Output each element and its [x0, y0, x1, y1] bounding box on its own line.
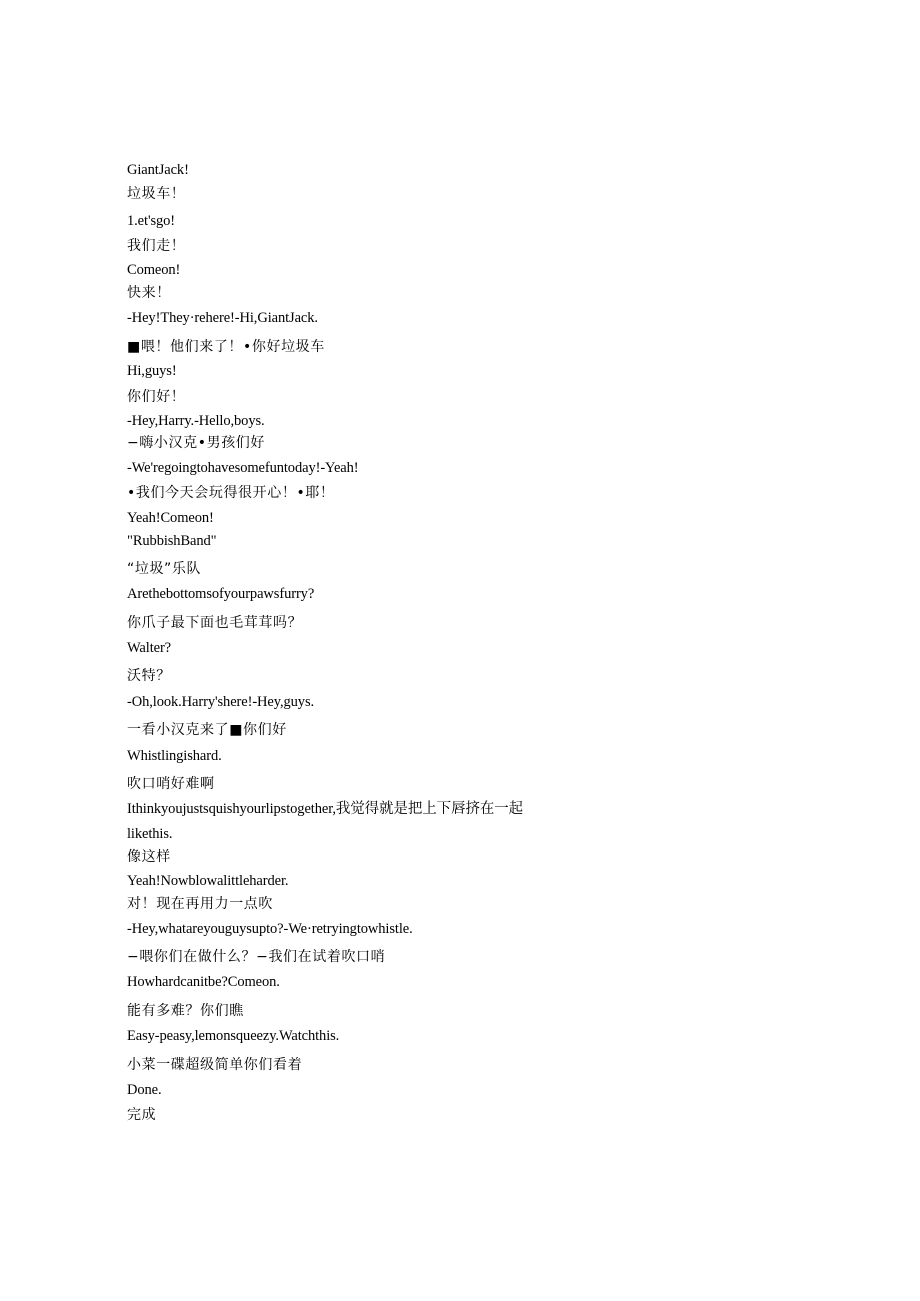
subtitle-line-zh: 对！现在再用力一点吹: [127, 896, 273, 912]
subtitle-line-en: Walter?: [127, 640, 172, 656]
subtitle-line-en: Comeon!: [127, 262, 181, 278]
subtitle-line-en: Done.: [127, 1082, 162, 1098]
subtitle-line-en: -Oh,look.Harry'shere!-Hey,guys.: [127, 694, 315, 710]
subtitle-line-en: -Hey,Harry.-Hello,boys.: [127, 413, 265, 429]
subtitle-line-en: 1.et'sgo!: [127, 213, 176, 229]
subtitle-line-zh: •我们今天会玩得很开心！•耶！: [127, 485, 335, 501]
subtitle-line-en: -We'regoingtohavesomefuntoday!-Yeah!: [127, 460, 359, 476]
subtitle-line-en: -Hey!They·rehere!-Hi,GiantJack.: [127, 310, 318, 326]
subtitle-line-zh: 像这样: [127, 849, 171, 865]
subtitle-line-zh: 你爪子最下面也毛茸茸吗？: [127, 615, 303, 631]
subtitle-line-en: -Hey,whatareyouguysupto?-We·retryingtowhistle.: [127, 921, 413, 937]
subtitle-line-mixed: Ithinkyoujustsquishyourlipstogether,我觉得就是把上下唇挤在一起: [127, 801, 524, 817]
subtitle-line-zh: −喂你们在做什么？−我们在试着吹口哨: [127, 949, 386, 965]
subtitle-line-en: Yeah!Nowblowalittleharder.: [127, 873, 289, 889]
subtitle-line-zh: ■喂！他们来了！•你好垃圾车: [127, 339, 325, 355]
subtitle-line-zh: 一看小汉克来了■你们好: [127, 722, 287, 738]
subtitle-line-zh: 完成: [127, 1107, 157, 1123]
subtitle-line-zh: 能有多难？你们瞧: [127, 1003, 244, 1019]
subtitle-line-zh: 你们好！: [127, 389, 186, 405]
subtitle-line-en: Easy-peasy,lemonsqueezy.Watchthis.: [127, 1028, 340, 1044]
subtitle-line-en: Hi,guys!: [127, 363, 177, 379]
subtitle-line-en: likethis.: [127, 826, 173, 842]
subtitle-line-zh: 小菜一碟超级简单你们看着: [127, 1057, 303, 1073]
subtitle-line-zh: 沃特？: [127, 668, 171, 684]
subtitle-line-zh: −嗨小汉克•男孩们好: [127, 435, 265, 451]
subtitle-line-zh: 垃圾车！: [127, 186, 186, 202]
subtitle-line-zh: 吹口哨好难啊: [127, 776, 215, 792]
subtitle-line-en: Whistlingishard.: [127, 748, 222, 764]
subtitle-line-en: Arethebottomsofyourpawsfurry?: [127, 586, 315, 602]
subtitle-line-zh: 我们走！: [127, 238, 186, 254]
subtitle-line-zh: 快来！: [127, 285, 171, 301]
subtitle-line-zh: “垃圾”乐队: [127, 561, 202, 577]
subtitle-line-en: Yeah!Comeon!: [127, 510, 214, 526]
subtitle-line-en: GiantJack!: [127, 162, 189, 178]
subtitle-line-en: "RubbishBand": [127, 533, 217, 549]
subtitle-line-en: Howhardcanitbe?Comeon.: [127, 974, 280, 990]
